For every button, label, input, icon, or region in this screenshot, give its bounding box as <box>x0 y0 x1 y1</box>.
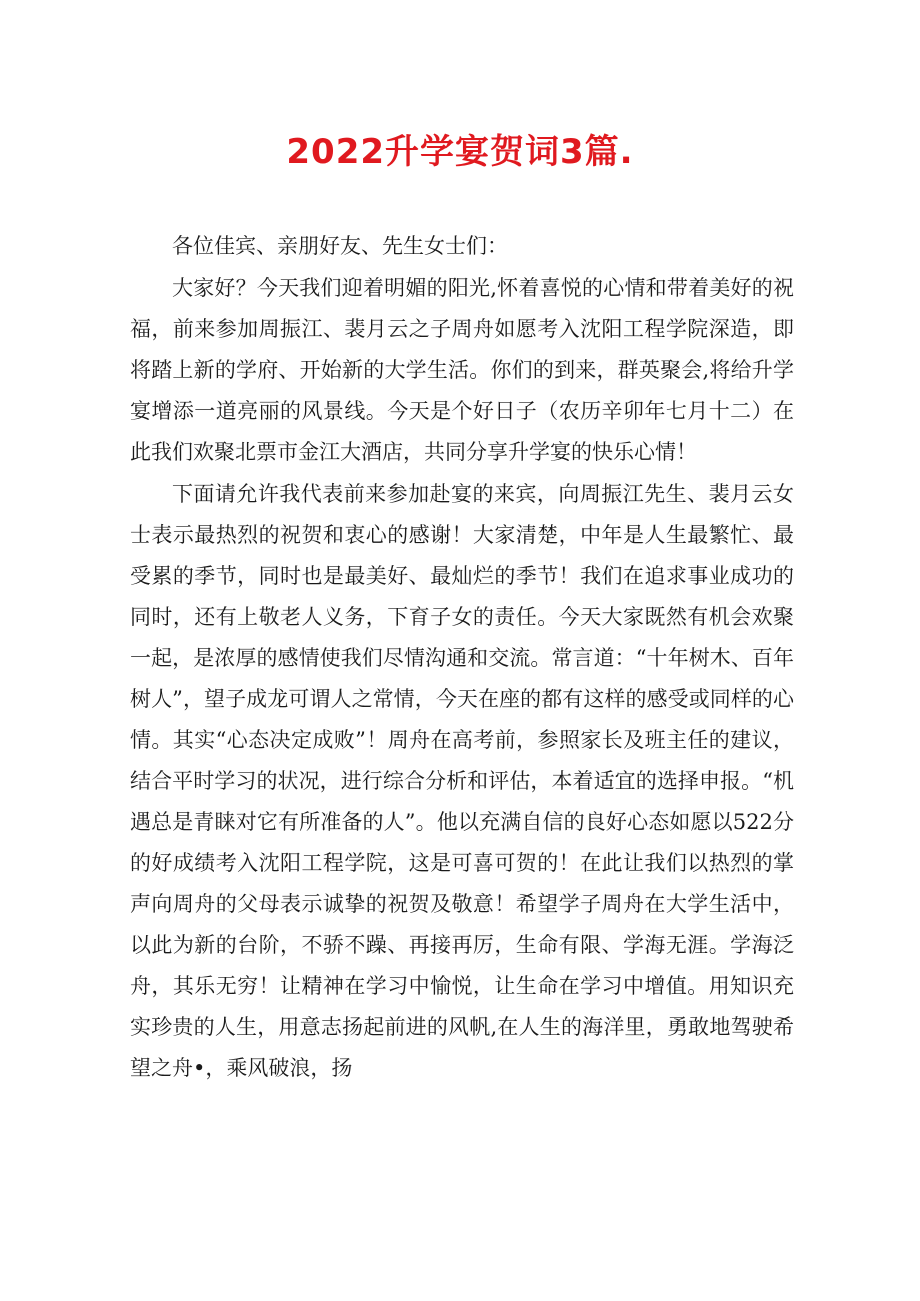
document-title: 2022升学宴贺词3篇. <box>286 132 634 172</box>
document-body <box>130 226 794 1089</box>
greeting-paragraph: 各位佳宾、亲朋好友、先生女士们： <box>172 234 508 258</box>
body-paragraph-1: 大家好？今天我们迎着明媚的阳光,怀着喜悦的心情和带着美好的祝福，前来参加周振江、裴月云之子周舟如愿考入沈阳工程学院深造，即将踏上新的学府、开始新的大学生活。你们的到来，群英聚会,将给升学宴增添一道亮丽的风景线。今天是个好日子（农历辛卯年七月十二）在此我们欢聚北票市金江大酒店，共同分享升学宴的快乐心情！ <box>130 276 794 464</box>
body-paragraph-2: 下面请允许我代表前来参加赴宴的来宾，向周振江先生、裴月云女士表示最热烈的祝贺和衷心的感谢！大家清楚，中年是人生最繁忙、最受累的季节，同时也是最美好、最灿烂的季节！我们在追求事业成功的同时，还有上敬老人义务，下育子女的责任。今天大家既然有机会欢聚一起，是浓厚的感情使我们尽情沟通和交流。常言道：“十年树木、百年树人”，望子成龙可谓人之常情，今天在座的都有这样的感受或同样的心情。其实“心态决定成败”！周舟在高考前，参照家长及班主任的建议，结合平时学习的状况，进行综合分析和评估，本着适宜的选择申报。“机遇总是青睐对它有所准备的人”。他以充满自信的良好心态如愿以522分的好成绩考入沈阳工程学院，这是可喜可贺的！在此让我们以热烈的掌声向周舟的父母表示诚挚的祝贺及敬意！希望学子周舟在大学生活中，以此为新的台阶，不骄不躁、再接再厉，生命有限、学海无涯。学海泛舟，其乐无穷！让精神在学习中愉悦，让生命在学习中增值。用知识充实珍贵的人生，用意志扬起前进的风帆,在人生的海洋里，勇敢地驾驶希望之舟•，乘风破浪，扬 <box>130 482 794 1080</box>
